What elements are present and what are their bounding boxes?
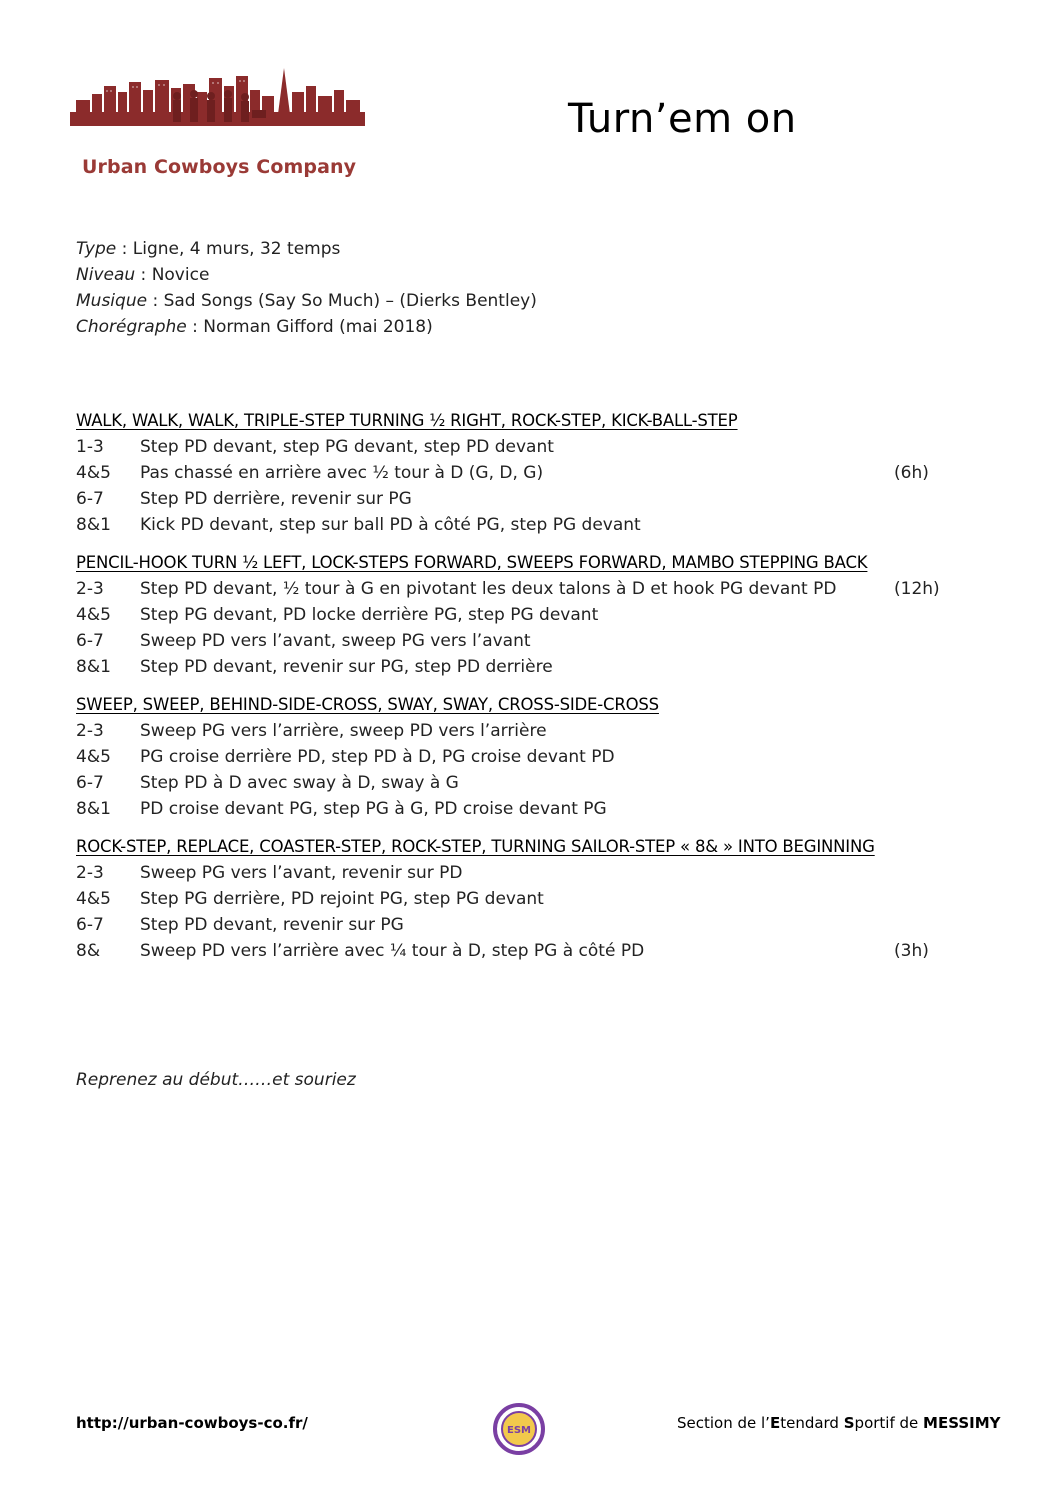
esm-logo-icon [492, 1402, 546, 1456]
step-count: 6-7 [76, 915, 104, 935]
section-title: PENCIL-HOOK TURN ½ LEFT, LOCK-STEPS FORWARD, SWEEPS FORWARD, MAMBO STEPPING BACK [76, 553, 868, 572]
step-row [76, 628, 966, 654]
skyline-icon [70, 66, 365, 130]
esm-logo-text: ESM [507, 1425, 531, 1436]
section-title: ROCK-STEP, REPLACE, COASTER-STEP, ROCK-STEP, TURNING SAILOR-STEP « 8& » INTO BEGINNING [76, 837, 875, 856]
info-music: Musique : Sad Songs (Say So Much) – (Dierks Bentley) [76, 291, 537, 311]
website-link[interactable]: http://urban-cowboys-co.fr/ [76, 1414, 308, 1432]
step-count: 8&1 [76, 657, 111, 677]
step-desc: Pas chassé en arrière avec ½ tour à D (G, D, G) [140, 463, 544, 483]
step-desc: Step PG devant, PD locke derrière PG, step PG devant [140, 605, 599, 625]
step-count: 2-3 [76, 721, 104, 741]
step-wall: (6h) [894, 463, 929, 483]
step-row [76, 886, 966, 912]
step-row [76, 654, 966, 680]
step-count: 1-3 [76, 437, 104, 457]
step-desc: Step PD devant, revenir sur PG, step PD derrière [140, 657, 553, 677]
info-choreographer: Chorégraphe : Norman Gifford (mai 2018) [76, 317, 433, 337]
step-count: 8&1 [76, 799, 111, 819]
company-logo [70, 66, 365, 130]
step-row [76, 576, 966, 602]
step-row [76, 486, 966, 512]
section-1 [76, 408, 966, 538]
step-desc: Step PD devant, revenir sur PG [140, 915, 404, 935]
step-row [76, 434, 966, 460]
step-count: 4&5 [76, 889, 111, 909]
section-4 [76, 834, 966, 964]
step-row [76, 796, 966, 822]
step-count: 6-7 [76, 631, 104, 651]
step-count: 6-7 [76, 773, 104, 793]
step-count: 2-3 [76, 579, 104, 599]
section-title: WALK, WALK, WALK, TRIPLE-STEP TURNING ½ RIGHT, ROCK-STEP, KICK-BALL-STEP [76, 411, 738, 430]
step-desc: Step PD derrière, revenir sur PG [140, 489, 412, 509]
step-desc: Sweep PG vers l’arrière, sweep PD vers l’arrière [140, 721, 547, 741]
page-title: Turn’em on [568, 96, 797, 142]
step-count: 8&1 [76, 515, 111, 535]
step-desc: Sweep PD vers l’arrière avec ¼ tour à D, step PG à côté PD [140, 941, 645, 961]
step-desc: Sweep PD vers l’avant, sweep PG vers l’avant [140, 631, 531, 651]
info-type: Type : Ligne, 4 murs, 32 temps [76, 239, 341, 259]
step-wall: (12h) [894, 579, 940, 599]
step-desc: Step PD à D avec sway à D, sway à G [140, 773, 459, 793]
step-desc: Step PD devant, step PG devant, step PD devant [140, 437, 554, 457]
step-row [76, 718, 966, 744]
step-row [76, 512, 966, 538]
step-desc: PD croise devant PG, step PG à G, PD croise devant PG [140, 799, 607, 819]
step-row [76, 602, 966, 628]
step-count: 2-3 [76, 863, 104, 883]
step-desc: Sweep PG vers l’avant, revenir sur PD [140, 863, 463, 883]
section-title: SWEEP, SWEEP, BEHIND-SIDE-CROSS, SWAY, SWAY, CROSS-SIDE-CROSS [76, 695, 659, 714]
step-desc: Kick PD devant, step sur ball PD à côté PG, step PG devant [140, 515, 641, 535]
brand-name: Urban Cowboys Company [82, 156, 357, 178]
dance-info [76, 236, 537, 340]
step-row [76, 860, 966, 886]
step-count: 4&5 [76, 605, 111, 625]
step-sections [76, 408, 966, 976]
section-3 [76, 692, 966, 822]
step-row [76, 912, 966, 938]
step-count: 8& [76, 941, 101, 961]
step-row [76, 460, 966, 486]
step-count: 4&5 [76, 747, 111, 767]
step-count: 4&5 [76, 463, 111, 483]
info-level: Niveau : Novice [76, 265, 210, 285]
step-row [76, 770, 966, 796]
step-count: 6-7 [76, 489, 104, 509]
step-row [76, 938, 966, 964]
step-wall: (3h) [894, 941, 929, 961]
section-2 [76, 550, 966, 680]
step-row [76, 744, 966, 770]
step-desc: PG croise derrière PD, step PD à D, PG croise devant PD [140, 747, 615, 767]
step-desc: Step PD devant, ½ tour à G en pivotant les deux talons à D et hook PG devant PD [140, 579, 837, 599]
step-desc: Step PG derrière, PD rejoint PG, step PG devant [140, 889, 544, 909]
footer-section-credit: Section de l’Etendard Sportif de MESSIMY [677, 1414, 1001, 1432]
closing-note: Reprenez au début……et souriez [76, 1070, 356, 1090]
